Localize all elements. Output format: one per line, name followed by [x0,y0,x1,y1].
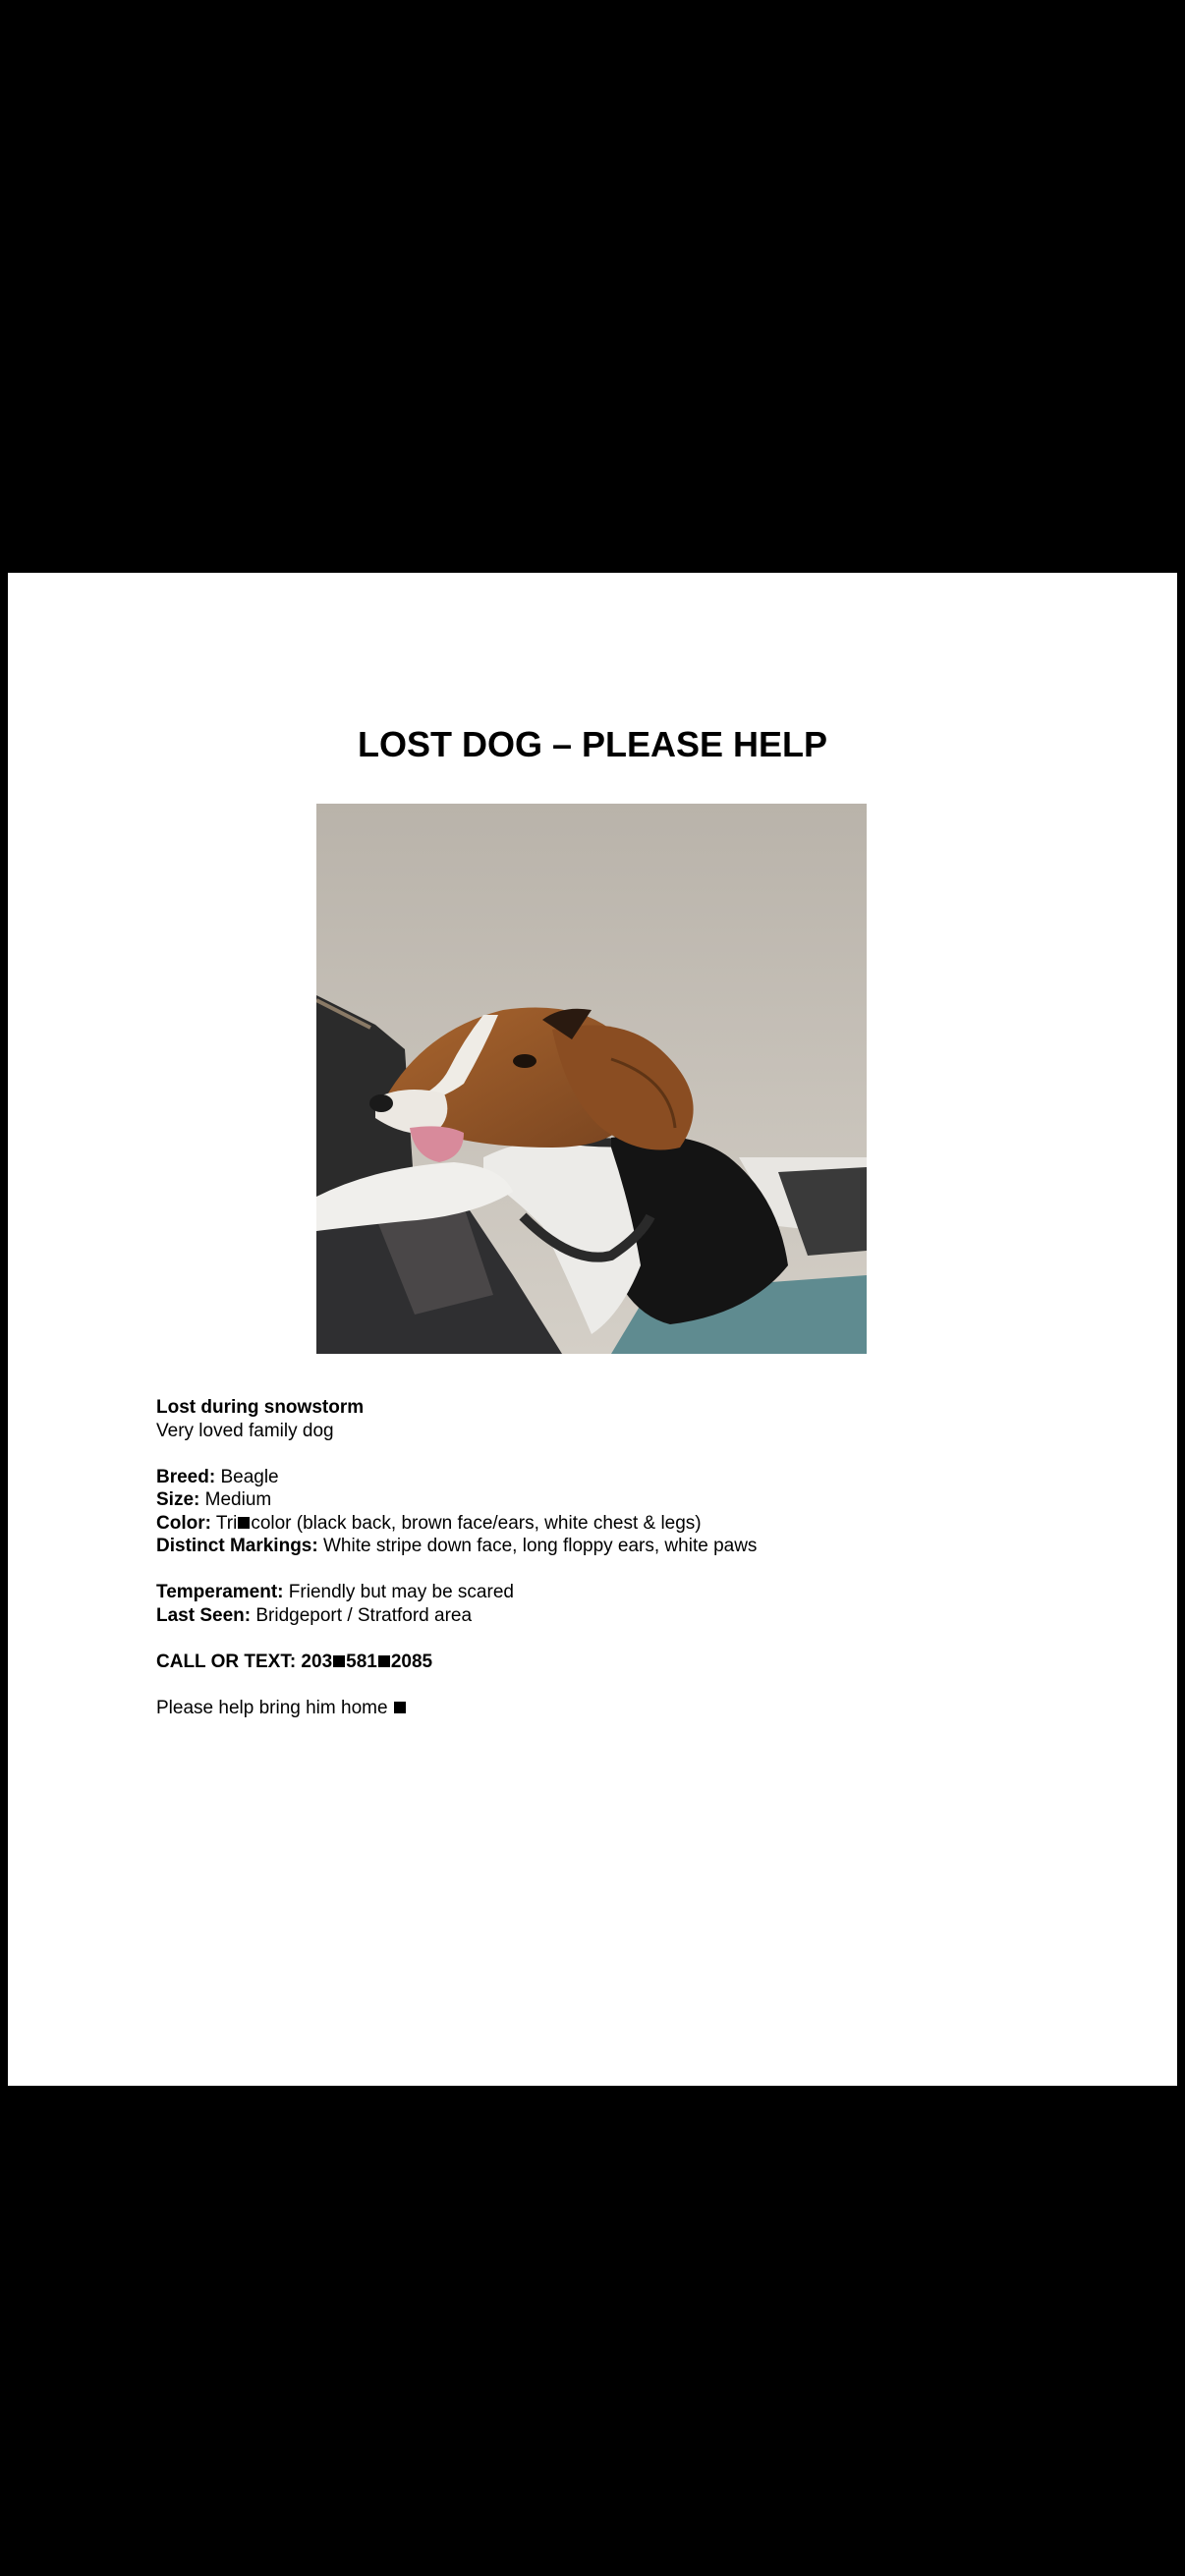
spacer [156,1442,1041,1466]
breed-value: Beagle [215,1466,279,1487]
missing-glyph-icon [333,1655,345,1667]
last-seen-value: Bridgeport / Stratford area [251,1604,473,1626]
temperament-label: Temperament: [156,1582,284,1602]
color-row [156,1512,1041,1536]
contact-row [156,1651,1041,1674]
flyer-title: LOST DOG – PLEASE HELP [357,724,828,764]
temperament-value: Friendly but may be scared [283,1582,514,1602]
intro-subline: Very loved family dog [156,1420,334,1441]
color-label: Color: [156,1512,211,1534]
flyer-details [156,1396,1041,1719]
spacer [156,1673,1041,1697]
closing-row [156,1697,1041,1720]
phone-part-2: 581 [346,1651,377,1672]
markings-value: White stripe down face, long floppy ears, white paws [317,1536,758,1556]
missing-glyph-icon [394,1702,406,1713]
phone-part-3: 2085 [390,1651,433,1672]
last-seen-label: Last Seen: [156,1604,252,1626]
beagle-photo [316,804,867,1354]
size-value: Medium [199,1489,272,1510]
flyer-page [8,573,1177,2086]
spacer [156,1558,1041,1582]
intro-headline: Lost during snowstorm [156,1397,365,1418]
color-value-start: Tri [210,1512,238,1534]
missing-glyph-icon [238,1517,250,1529]
size-row [156,1488,1041,1512]
contact-label: CALL OR TEXT: [156,1651,297,1672]
missing-glyph-icon [378,1655,390,1667]
markings-row [156,1535,1041,1558]
temperament-row [156,1581,1041,1604]
breed-row [156,1466,1041,1489]
markings-label: Distinct Markings: [156,1536,318,1556]
breed-label: Breed: [156,1466,216,1487]
spacer [156,1627,1041,1651]
last-seen-row [156,1604,1041,1628]
closing-text: Please help bring him home [156,1697,393,1718]
color-value-end: color (black back, brown face/ears, white chest & legs) [251,1512,702,1534]
size-label: Size: [156,1489,200,1510]
phone-part-1: 203 [296,1651,333,1672]
